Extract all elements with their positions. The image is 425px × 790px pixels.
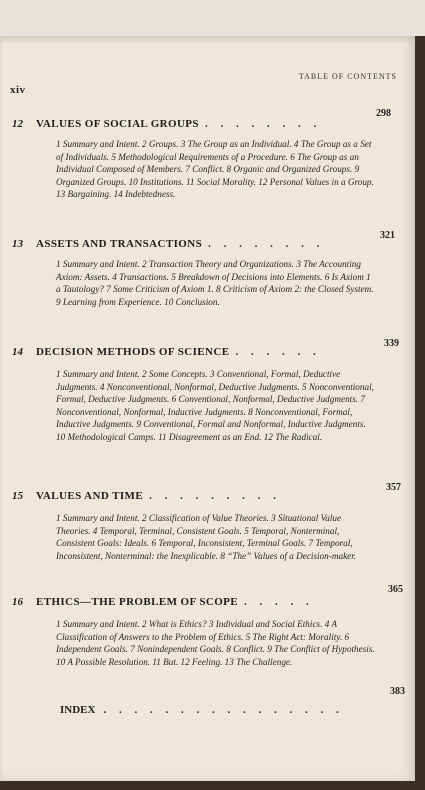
chapter-title: DECISION METHODS OF SCIENCE [36,346,230,358]
chapter-heading [12,490,402,502]
leader-dots: . . . . . . . . . . . . . . . . [103,704,344,716]
leader-dots: . . . . . . . . [204,118,322,130]
chapter-heading [12,238,402,250]
chapter-number: 14 [12,346,23,358]
chapter-heading [12,596,402,608]
chapter-heading [12,118,402,130]
chapter-page: 339 [384,338,399,349]
chapter-number: 15 [12,490,23,502]
chapter-summary: 1 Summary and Intent. 2 Some Concepts. 3 Conventional, Formal, Deductive Judgments. 4 Nonconventional, Nonformal, Deductive Judgments. 5 Nonconventional, Formal, Deductive Judgments. 6 Conventional, Nonformal, Deductive Judgments. 7 Nonconventional, Nonformal, Inductive Judgments. 8 Nonconventional, Formal, Inductive Judgments. 9 Conventional, Formal and Nonformal, Inductive Judgments. 10 Methodological Camps. 11 Disagreement as an End. 12 The Radical. [56,369,374,442]
background-strip [0,0,425,36]
leader-dots: . . . . . [244,596,314,608]
index-title: INDEX [60,704,96,716]
page-number: xiv [10,84,26,96]
chapter-title: VALUES OF SOCIAL GROUPS [36,118,199,130]
chapter-page: 321 [380,230,395,241]
chapter-number: 13 [12,238,23,250]
chapter-heading [12,346,402,358]
chapter-number: 16 [12,596,23,608]
chapter-summary: 1 Summary and Intent. 2 What is Ethics? 3 Individual and Social Ethics. 4 A Classification of Answers to the Problem of Ethics. 5 The Right Act: Morality. 6 Independent Goals. 7 Nonindependent Goals. 8 Conflict. 9 The Conflict of Hypothesis. 10 A Possible Resolution. 11 But. 12 Feeling. 13 The Challenge. [56,619,375,667]
index-page: 383 [390,686,405,697]
chapter-page: 357 [386,482,401,493]
chapter-title: ETHICS—THE PROBLEM OF SCOPE [36,596,239,608]
running-head: TABLE OF CONTENTS [298,72,397,81]
leader-dots: . . . . . . . . . [149,490,281,502]
chapter-title: ASSETS AND TRANSACTIONS [36,238,203,250]
chapter-summary: 1 Summary and Intent. 2 Classification of Value Theories. 3 Situational Value Theories. 4 Temporal, Terminal, Consistent Goals. 5 Temporal, Nonterminal, Consistent Goals: Ideals. 6 Temporal, Inconsistent, Terminal Goals. 7 Temporal, Inconsistent, Nonterminal: the Inexplicable. 8 “The” Values of a Decision-maker. [56,513,357,561]
chapter-page: 298 [376,108,391,119]
chapter-page: 365 [388,584,403,595]
index-heading [60,704,344,716]
chapter-number: 12 [12,118,23,130]
chapter-summary: 1 Summary and Intent. 2 Transaction Theory and Organizations. 3 The Accounting Axiom: Assets. 4 Transactions. 5 Breakdown of Decisions into Elements. 6 Is Axiom 1 a Tautology? 7 Some Criticism of Axiom 1. 8 Criticism of Axiom 2: the Closed System. 9 Learning from Experience. 10 Conclusion. [56,259,374,307]
chapter-title: VALUES AND TIME [36,490,144,502]
leader-dots: . . . . . . [235,346,321,358]
chapter-summary: 1 Summary and Intent. 2 Groups. 3 The Group as an Individual. 4 The Group as a Set of Individuals. 5 Methodological Requirements of a Procedure. 6 The Group as an Individual Composed of Members. 7 Conflict. 8 Organic and Organized Groups. 9 Organized Groups. 10 Institutions. 11 Social Morality. 12 Personal Values in a Group. 13 Bargaining. 14 Indebtedness. [56,139,374,200]
leader-dots: . . . . . . . . [208,238,325,250]
